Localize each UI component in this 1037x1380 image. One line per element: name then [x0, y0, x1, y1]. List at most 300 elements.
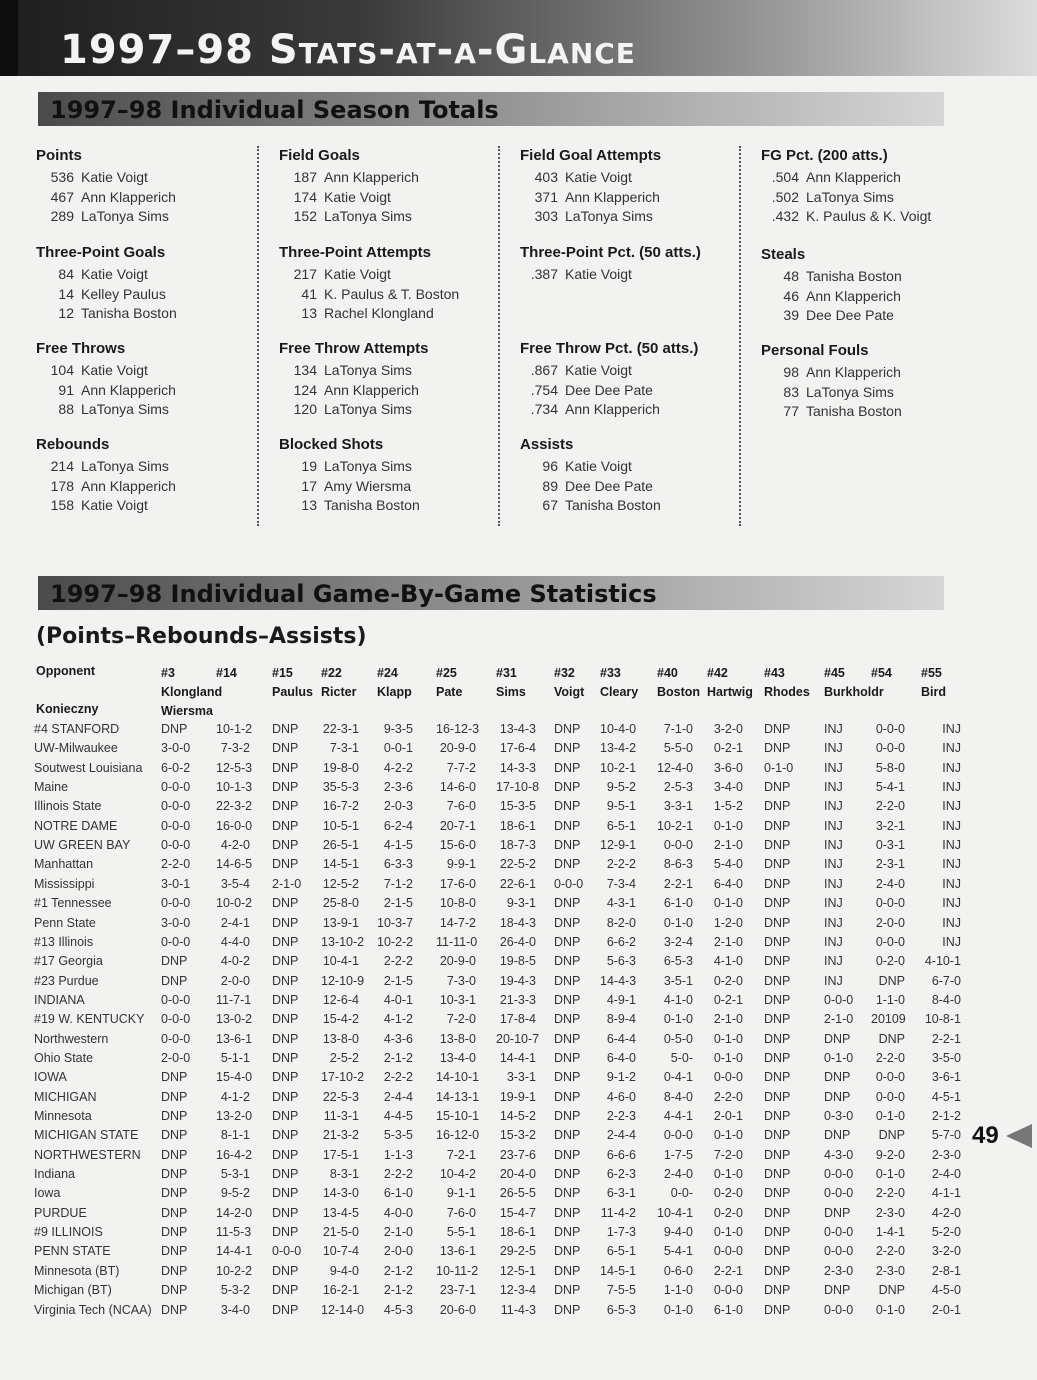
stat-cell: DNP: [272, 780, 299, 795]
table-row: [0, 1010, 1037, 1029]
leader-value: 303: [534, 208, 558, 224]
stat-category: [36, 435, 262, 516]
stat-cell: INJ: [942, 934, 961, 949]
stat-cell: DNP: [764, 915, 791, 930]
stat-cell: DNP: [272, 1225, 299, 1240]
stat-cell: DNP: [554, 741, 581, 756]
stat-cell: 2-0-0: [383, 1244, 413, 1259]
stat-cell: 6-5-1: [606, 818, 636, 833]
stat-cell: INJ: [824, 838, 843, 853]
stat-cell: 13-4-3: [499, 722, 536, 736]
stat-cell: INJ: [824, 954, 843, 969]
stat-cell: 11-4-3: [500, 1302, 536, 1317]
table-row: [0, 1049, 1037, 1068]
leader-value: 124: [293, 381, 317, 398]
stat-cell: 15-4-2: [322, 1012, 359, 1027]
stat-cell: 6-4-0: [606, 1050, 636, 1065]
stat-cell: 2-4-4: [383, 1089, 413, 1104]
stat-cell: 2-1-0: [272, 876, 302, 891]
stat-cell: DNP: [554, 799, 581, 814]
leader-value: 152: [293, 208, 317, 224]
stat-cell: 3-2-1: [875, 818, 905, 833]
leader-entry: [520, 496, 746, 516]
leader-value: .504: [771, 169, 799, 185]
stat-cell: 9-3-1: [506, 896, 536, 911]
stat-cell: 0-0-0: [161, 1012, 191, 1027]
stat-cell: DNP: [161, 1244, 188, 1259]
leader-name: LaTonya Sims: [81, 208, 169, 224]
category-title: Three-Point Goals: [36, 244, 166, 261]
stat-cell: 13-9-1: [322, 915, 359, 930]
stat-cell: 0-0-0: [161, 1031, 191, 1046]
leader-entry: [520, 265, 746, 285]
stat-cell: DNP: [272, 934, 299, 949]
leader-name: LaTonya Sims: [324, 458, 412, 474]
table-row: [0, 797, 1037, 816]
stat-cell: 15-6-0: [439, 838, 476, 853]
player-name-header: Ricter: [321, 685, 357, 699]
leader-entry: [520, 188, 746, 208]
stat-cell: 8-9-4: [606, 1012, 636, 1027]
stat-cell: DNP: [272, 818, 299, 833]
category-title: Field Goals: [279, 147, 360, 164]
stat-cell: 3-3-1: [663, 799, 693, 814]
stat-cell: DNP: [554, 1283, 581, 1298]
leader-entry: [520, 477, 746, 497]
stat-cell: DNP: [161, 1070, 188, 1085]
stat-cell: 5-3-1: [220, 1167, 250, 1182]
stat-cell: 20-6-0: [439, 1302, 476, 1317]
stat-cell: DNP: [272, 799, 299, 814]
category-title: Free Throw Attempts: [279, 340, 429, 357]
leader-value: 98: [783, 364, 799, 380]
stat-cell: 26-5-5: [499, 1186, 536, 1201]
stat-cell: DNP: [272, 973, 299, 988]
player-name-header: Klapp: [377, 685, 412, 699]
table-row: [0, 778, 1037, 797]
stat-cell: 4-6-0: [606, 1089, 636, 1104]
stat-cell: 7-3-2: [220, 741, 250, 756]
stat-cell: 2-0-0: [875, 915, 905, 930]
stat-cell: 0-0-0: [161, 896, 191, 911]
stat-cell: DNP: [764, 954, 791, 969]
stat-cell: 4-0-0: [383, 1205, 413, 1220]
player-number-header: #31: [496, 666, 517, 680]
stat-cell: 0-0-0: [875, 934, 905, 949]
category-title: Assists: [520, 436, 574, 453]
stat-cell: DNP: [764, 934, 791, 949]
stat-cell: INJ: [824, 876, 843, 891]
opponent-cell: #17 Georgia: [34, 954, 103, 969]
stat-cell: 2-1-2: [383, 1283, 413, 1298]
stat-cell: 1-4-1: [875, 1225, 905, 1240]
stat-cell: 19-9-1: [499, 1089, 536, 1104]
top-title-band: [0, 0, 1037, 76]
opponent-cell: Minnesota: [34, 1109, 92, 1123]
stat-cell: 2-1-5: [383, 896, 413, 911]
stat-cell: 14-7-2: [439, 915, 476, 930]
stat-cell: 2-4-0: [663, 1167, 693, 1182]
stat-cell: 0-0-0: [161, 780, 191, 795]
player-name-header: Sims: [496, 685, 526, 699]
leader-entry: [279, 361, 505, 381]
leader-name: LaTonya Sims: [324, 208, 412, 224]
stat-cell: 12-3-4: [499, 1283, 536, 1298]
opponent-cell: MICHIGAN: [34, 1089, 97, 1104]
leader-value: 46: [783, 287, 799, 304]
stat-cell: 2-1-0: [713, 838, 743, 853]
stat-cell: 4-4-5: [383, 1109, 413, 1123]
stat-cell: 0-1-0: [875, 1109, 905, 1123]
stat-cell: DNP: [764, 799, 791, 814]
stat-cell: 0-0-0: [824, 1186, 854, 1201]
stat-category: [520, 146, 746, 227]
player-number-header: #42: [707, 666, 728, 680]
stat-cell: 9-5-2: [606, 780, 636, 795]
stat-cell: 13-4-5: [322, 1205, 359, 1220]
stat-cell: 21-5-0: [322, 1225, 359, 1240]
stat-category: [520, 339, 746, 420]
stat-cell: 20-9-0: [439, 954, 476, 969]
leader-value: 371: [534, 188, 558, 205]
stat-cell: 0-0-0: [875, 741, 905, 756]
stat-cell: DNP: [554, 722, 581, 736]
stat-cell: 7-2-0: [446, 1012, 476, 1027]
stat-cell: 6-6-2: [606, 934, 636, 949]
stat-cell: 0-0-0: [554, 876, 584, 891]
stat-cell: DNP: [161, 1167, 188, 1182]
leader-name: Tanisha Boston: [806, 403, 902, 419]
stat-cell: 9-5-2: [220, 1186, 250, 1201]
stat-cell: 0-0-0: [824, 1302, 854, 1317]
stat-cell: INJ: [942, 876, 961, 891]
table-row: [0, 759, 1037, 778]
stat-cell: DNP: [764, 1263, 791, 1278]
stat-cell: DNP: [764, 1012, 791, 1027]
leader-entry: [520, 207, 746, 227]
stat-cell: 2-1-0: [713, 1012, 743, 1027]
stat-cell: DNP: [824, 1283, 851, 1298]
stat-cell: INJ: [824, 934, 843, 949]
stat-cell: DNP: [764, 1147, 791, 1162]
stat-cell: DNP: [272, 1205, 299, 1220]
stat-cell: 2-2-0: [875, 799, 905, 814]
stat-cell: DNP: [764, 857, 791, 872]
stat-cell: 10-4-1: [322, 954, 359, 969]
stat-cell: 4-1-1: [931, 1186, 961, 1201]
stat-cell: 10-4-1: [657, 1205, 694, 1220]
player-number-header: #3: [161, 666, 175, 680]
opponent-cell: Soutwest Louisiana: [34, 760, 143, 775]
stat-cell: 4-1-2: [383, 1012, 413, 1027]
stat-cell: 2-2-1: [931, 1031, 961, 1046]
table-row: [0, 720, 1037, 739]
stat-cell: 6-2-3: [606, 1167, 636, 1182]
stat-cell: 0-1-0: [875, 1167, 905, 1182]
leader-entry: [761, 383, 987, 403]
stat-cell: 14-13-1: [436, 1089, 480, 1104]
stat-cell: DNP: [272, 1147, 299, 1162]
leader-entry: [36, 400, 262, 420]
stat-cell: 1-1-3: [383, 1147, 413, 1162]
player-name-header: Cleary: [600, 685, 639, 699]
stat-cell: 4-1-2: [220, 1089, 250, 1104]
stat-cell: 14-2-0: [216, 1205, 253, 1220]
player-number-header: #43: [764, 666, 785, 680]
leader-value: 158: [50, 497, 74, 513]
stat-cell: 2-3-0: [875, 1263, 905, 1278]
stat-cell: 15-3-2: [499, 1128, 536, 1143]
stat-cell: 0-1-0: [764, 760, 794, 775]
leader-name: Ann Klapperich: [324, 381, 419, 398]
stat-cell: DNP: [554, 1089, 581, 1104]
stat-cell: 3-4-0: [220, 1302, 250, 1317]
leader-name: K. Paulus & K. Voigt: [806, 208, 932, 224]
player-number-header: #22: [321, 666, 342, 680]
stat-cell: 4-4-0: [220, 934, 250, 949]
stat-cell: 0-0-0: [161, 838, 191, 853]
stat-cell: 18-4-3: [499, 915, 536, 930]
stat-cell: INJ: [824, 915, 843, 930]
stat-cell: DNP: [161, 954, 188, 969]
stat-cell: 6-5-1: [606, 1244, 636, 1259]
stat-cell: DNP: [272, 1186, 299, 1201]
leader-name: LaTonya Sims: [565, 208, 653, 224]
stat-cell: DNP: [764, 1031, 791, 1046]
stat-cell: DNP: [161, 973, 188, 988]
leader-entry: [279, 168, 505, 188]
stat-cell: 2-1-0: [824, 1012, 854, 1027]
stat-cell: 2-1-2: [931, 1109, 961, 1123]
leader-value: 84: [58, 266, 74, 282]
stat-cell: 5-4-1: [663, 1244, 693, 1259]
stat-cell: 4-5-0: [931, 1283, 961, 1298]
stat-cell: 12-9-1: [600, 838, 637, 853]
stat-cell: DNP: [272, 1263, 299, 1278]
leader-entry: [279, 207, 505, 227]
leader-entry: [761, 306, 987, 326]
stat-cell: DNP: [272, 1089, 299, 1104]
stat-cell: 2-2-0: [875, 1186, 905, 1201]
stat-cell: 2-0-0: [220, 973, 250, 988]
stat-cell: 13-8-0: [322, 1031, 359, 1046]
category-title: Field Goal Attempts: [520, 147, 662, 164]
stat-cell: DNP: [824, 1070, 851, 1085]
stat-cell: 4-2-2: [383, 760, 413, 775]
stat-cell: 21-3-3: [499, 992, 536, 1007]
stat-cell: 4-0-1: [383, 992, 413, 1007]
table-row: [0, 1146, 1037, 1165]
leader-entry: [36, 168, 262, 188]
category-title: Rebounds: [36, 436, 110, 453]
table-row: [0, 1165, 1037, 1184]
leader-entry: [36, 496, 262, 516]
stat-cell: DNP: [272, 992, 299, 1007]
stat-cell: 2-0-1: [931, 1302, 961, 1317]
opponent-header: Opponent: [36, 664, 96, 678]
stat-cell: 13-6-1: [439, 1244, 476, 1259]
leader-value: 104: [50, 362, 74, 378]
stat-cell: DNP: [764, 1128, 791, 1143]
leader-value: 39: [783, 307, 799, 323]
stat-category: [520, 243, 746, 285]
stat-cell: INJ: [824, 799, 843, 814]
leader-value: 13: [301, 497, 317, 513]
stat-cell: DNP: [554, 857, 581, 872]
stat-cell: 0-0-0: [875, 1070, 905, 1085]
opponent-cell: MICHIGAN STATE: [34, 1128, 139, 1143]
stat-cell: DNP: [554, 1167, 581, 1182]
stat-cell: 2-5-3: [663, 780, 693, 795]
stat-cell: 0-1-0: [663, 1302, 693, 1317]
stat-cell: 13-10-2: [321, 934, 365, 949]
stat-cell: 2-4-1: [220, 915, 250, 930]
opponent-cell: Iowa: [34, 1186, 61, 1201]
opponent-cell: Manhattan: [34, 857, 94, 872]
stat-cell: 25-8-0: [322, 896, 359, 911]
stat-cell: DNP: [764, 1186, 791, 1201]
player-number-header: #40: [657, 666, 678, 680]
stat-cell: 0-3-1: [875, 838, 905, 853]
stat-cell: DNP: [764, 838, 791, 853]
leader-name: LaTonya Sims: [806, 188, 894, 205]
stat-cell: INJ: [942, 722, 961, 736]
stat-cell: INJ: [824, 760, 843, 775]
stat-cell: 11-5-3: [216, 1225, 252, 1240]
stat-cell: 2-2-0: [713, 1089, 743, 1104]
leader-entry: [36, 207, 262, 227]
stat-cell: 7-6-0: [446, 799, 476, 814]
leader-entry: [279, 381, 505, 401]
leader-name: LaTonya Sims: [324, 401, 412, 417]
stat-cell: DNP: [554, 1012, 581, 1027]
stat-cell: 17-10-2: [321, 1070, 365, 1085]
stat-cell: DNP: [161, 1263, 188, 1278]
stat-cell: 2-0-3: [383, 799, 413, 814]
stat-cell: 15-4-7: [499, 1205, 536, 1220]
stat-cell: 0-0-0: [161, 799, 191, 814]
category-title: Free Throws: [36, 340, 126, 357]
stat-cell: 11-7-1: [216, 992, 252, 1007]
leader-value: 48: [783, 268, 799, 284]
stat-cell: 14-3-0: [322, 1186, 359, 1201]
leader-entry: [761, 168, 987, 188]
stat-cell: 3-0-1: [161, 876, 191, 891]
stat-cell: 5-4-0: [713, 857, 743, 872]
leader-name: Katie Voigt: [81, 497, 148, 513]
stat-cell: 12-5-2: [322, 876, 359, 891]
table-row: [0, 933, 1037, 952]
leader-name: Dee Dee Pate: [565, 477, 653, 494]
player-name-header: Bird: [921, 685, 946, 699]
leader-name: Katie Voigt: [324, 188, 391, 205]
stat-cell: 14-10-1: [436, 1070, 480, 1085]
stat-cell: 3-2-0: [713, 722, 743, 736]
opponent-cell: Penn State: [34, 915, 96, 930]
stat-cell: 2-1-0: [383, 1225, 413, 1240]
stat-cell: 2-4-0: [875, 876, 905, 891]
stat-cell: 7-6-0: [446, 1205, 476, 1220]
stat-cell: 22-5-3: [322, 1089, 359, 1104]
stat-cell: 1-5-2: [713, 799, 743, 814]
stat-cell: DNP: [878, 1128, 905, 1143]
stat-cell: DNP: [764, 1089, 791, 1104]
stat-cell: DNP: [161, 1225, 188, 1240]
stat-cell: DNP: [161, 1205, 188, 1220]
stat-cell: 16-0-0: [216, 818, 253, 833]
stat-cell: DNP: [272, 1302, 299, 1317]
stat-cell: 10-2-2: [377, 934, 414, 949]
stat-cell: 5-1-1: [220, 1050, 250, 1065]
stat-cell: 18-7-3: [499, 838, 536, 853]
opponent-cell: UW-Milwaukee: [34, 741, 118, 756]
stat-cell: DNP: [764, 1244, 791, 1259]
leader-entry: [36, 361, 262, 381]
stat-cell: 17-10-8: [496, 780, 540, 795]
stat-cell: 5-4-1: [875, 780, 905, 795]
leader-name: Katie Voigt: [324, 266, 391, 282]
stat-cell: 4-3-0: [824, 1147, 854, 1162]
stat-cell: 14-5-2: [499, 1109, 536, 1123]
stat-cell: INJ: [824, 722, 843, 736]
stat-cell: 4-2-0: [220, 838, 250, 853]
leader-name: Ann Klapperich: [81, 381, 176, 398]
stat-cell: 8-1-1: [220, 1128, 250, 1143]
stat-cell: 15-10-1: [436, 1109, 480, 1123]
leader-entry: [279, 304, 505, 324]
player-number-header: #54: [871, 666, 892, 680]
stat-cell: 16-12-3: [436, 722, 480, 736]
stat-cell: 21-3-2: [322, 1128, 359, 1143]
stat-cell: 6-7-0: [931, 973, 961, 988]
player-name-header: Hartwig: [707, 685, 753, 699]
leader-name: Ann Klapperich: [81, 188, 176, 205]
game-by-game-title: 1997–98 Individual Game-By-Game Statistics: [50, 580, 657, 608]
stat-cell: 0-1-0: [713, 1050, 743, 1065]
stat-cell: 0-1-0: [713, 1225, 743, 1240]
stat-cell: DNP: [272, 1109, 299, 1123]
table-row: [0, 1126, 1037, 1145]
stat-cell: 0-1-0: [713, 896, 743, 911]
stat-cell: 0-0-0: [713, 1244, 743, 1259]
stat-cell: DNP: [554, 1225, 581, 1240]
player-name-header: Klongland: [161, 685, 223, 699]
opponent-cell: PURDUE: [34, 1205, 87, 1220]
stat-cell: 2-3-1: [875, 857, 905, 872]
stat-cell: 0-0-0: [663, 1128, 693, 1143]
stat-cell: DNP: [272, 915, 299, 930]
stat-cell: DNP: [554, 1147, 581, 1162]
leader-name: Ann Klapperich: [324, 169, 419, 185]
opponent-cell: Illinois State: [34, 799, 102, 814]
stat-cell: 13-8-0: [439, 1031, 476, 1046]
stat-cell: 22-3-2: [216, 799, 253, 814]
stat-category: [761, 245, 987, 326]
stat-cell: 2-2-0: [875, 1244, 905, 1259]
stat-cell: 10-5-1: [322, 818, 359, 833]
leader-value: 17: [301, 477, 317, 494]
stat-cell: INJ: [942, 741, 961, 756]
leader-name: Katie Voigt: [81, 362, 148, 378]
opponent-cell: Ohio State: [34, 1050, 94, 1065]
stat-cell: 5-2-0: [931, 1225, 961, 1240]
leader-entry: [520, 361, 746, 381]
stat-cell: 7-3-4: [606, 876, 636, 891]
stat-cell: 2-1-5: [383, 973, 413, 988]
leader-entry: [279, 400, 505, 420]
page-number: 49: [972, 1122, 999, 1149]
opponent-cell: NORTHWESTERN: [34, 1147, 141, 1162]
